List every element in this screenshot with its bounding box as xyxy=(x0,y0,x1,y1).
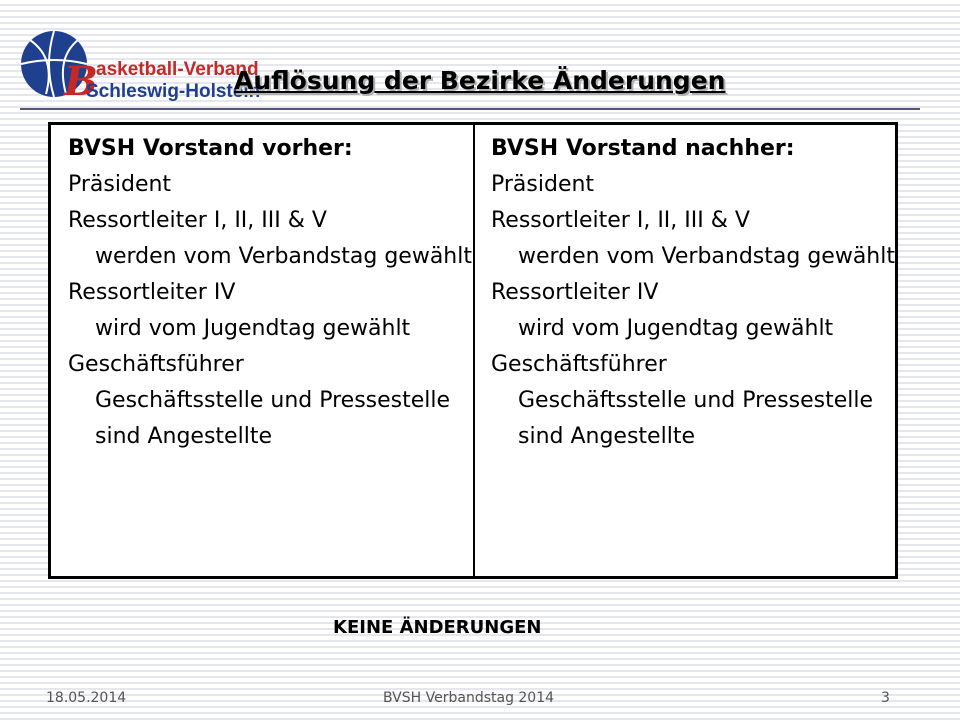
cell-text: Ressortleiter I, II, III & V xyxy=(491,208,750,233)
cell-text: werden vom Verbandstag gewählt xyxy=(95,244,472,269)
logo-text-line2: Schleswig-Holstein xyxy=(86,81,261,102)
cell-text: Geschäftsstelle und Pressestelle xyxy=(95,388,451,413)
logo-initial: B xyxy=(64,58,98,105)
cell-text: sind Angestellte xyxy=(95,424,272,449)
cell-text: Geschäftsstelle und Pressestelle xyxy=(518,388,874,413)
footer-date: 18.05.2014 xyxy=(46,690,127,706)
slide-title: Auflösung der Bezirke Änderungen xyxy=(234,66,726,95)
comparison-table xyxy=(48,122,898,579)
cell-text: Ressortleiter I, II, III & V xyxy=(68,208,327,233)
cell-text: Präsident xyxy=(68,172,172,197)
column-after xyxy=(473,125,895,576)
cell-text: Ressortleiter IV xyxy=(491,280,659,305)
column-before xyxy=(51,125,473,576)
column-heading-after: BVSH Vorstand nachher: xyxy=(491,136,795,161)
no-changes-note: KEINE ÄNDERUNGEN xyxy=(333,617,542,638)
cell-text: Geschäftsführer xyxy=(491,352,667,377)
cell-text: wird vom Jugendtag gewählt xyxy=(518,316,834,341)
cell-text: Geschäftsführer xyxy=(68,352,244,377)
title-divider xyxy=(20,108,920,110)
column-heading-before: BVSH Vorstand vorher: xyxy=(68,136,353,161)
page-number: 3 xyxy=(881,690,890,706)
footer-title: BVSH Verbandstag 2014 xyxy=(383,690,555,706)
cell-text: sind Angestellte xyxy=(518,424,695,449)
cell-text: werden vom Verbandstag gewählt xyxy=(518,244,895,269)
cell-text: Ressortleiter IV xyxy=(68,280,236,305)
cell-text: Präsident xyxy=(491,172,595,197)
cell-text: wird vom Jugendtag gewählt xyxy=(95,316,411,341)
logo-text-line1: asketball-Verband xyxy=(96,59,259,80)
basketball-verband-logo xyxy=(16,28,261,108)
